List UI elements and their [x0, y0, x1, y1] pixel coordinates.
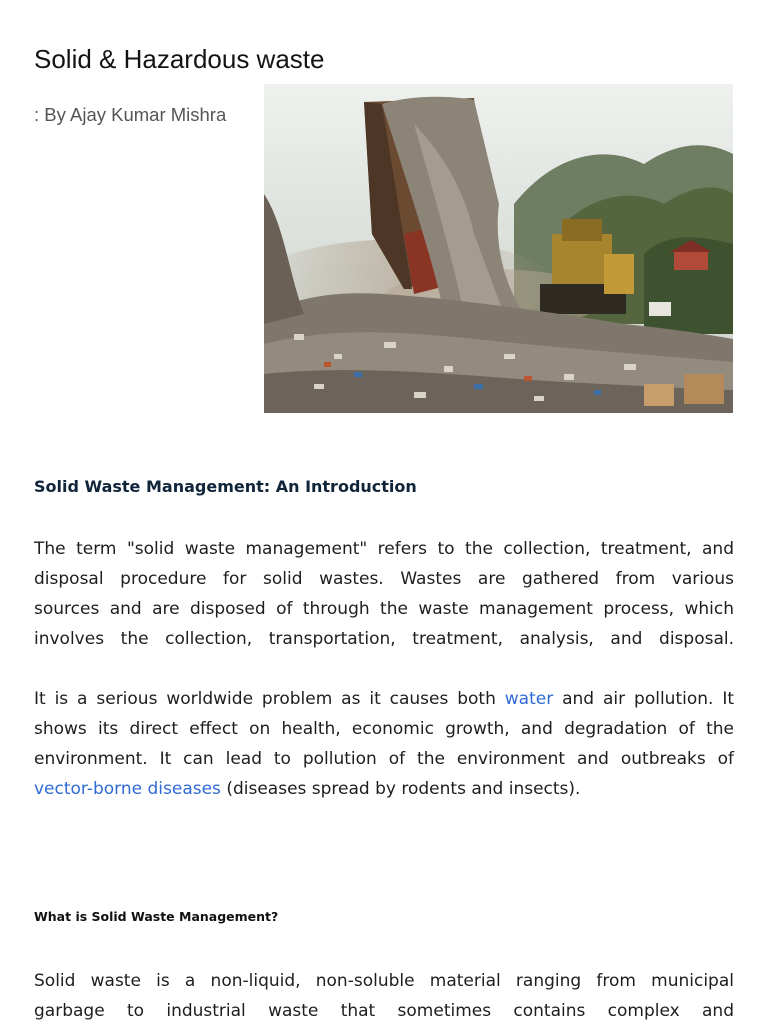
- paragraph-line: environment. It can lead to pollution of the environment and outbreaks of: [34, 749, 734, 769]
- paragraph-line: involves the collection, transportation, treatment, analysis, and disposal.: [34, 629, 734, 649]
- paragraph-line: disposal procedure for solid wastes. Wastes are gathered from various: [34, 569, 734, 589]
- intro-paragraph-2: [34, 684, 734, 804]
- intro-paragraph-1: [34, 534, 734, 654]
- text-segment: It is a serious worldwide problem as it causes both: [34, 689, 505, 709]
- document-title: Solid & Hazardous waste: [34, 44, 325, 74]
- author-byline: : By Ajay Kumar Mishra: [34, 104, 227, 125]
- paragraph-line: shows its direct effect on health, economic growth, and degradation of the: [34, 719, 734, 739]
- text-segment: and air pollution. It: [553, 689, 734, 709]
- section-heading-introduction: Solid Waste Management: An Introduction: [34, 477, 417, 496]
- paragraph-line: [34, 774, 734, 804]
- paragraph-line: The term "solid waste management" refers to the collection, treatment, and: [34, 539, 734, 559]
- paragraph-line: [34, 684, 734, 714]
- paragraph-line: garbage to industrial waste that sometimes contains complex and: [34, 1001, 734, 1021]
- text-segment: (diseases spread by rodents and insects).: [220, 779, 581, 799]
- paragraph-line: Solid waste is a non-liquid, non-soluble material ranging from municipal: [34, 971, 734, 991]
- landfill-dump-truck-photo: [264, 84, 733, 413]
- link-vector-borne-diseases[interactable]: vector-borne diseases: [34, 779, 221, 799]
- paragraph-line: sources and are disposed of through the waste management process, which: [34, 599, 734, 619]
- section2-paragraph: [34, 966, 734, 1024]
- section-heading-what-is-swm: What is Solid Waste Management?: [34, 909, 279, 924]
- link-water[interactable]: water: [504, 689, 554, 709]
